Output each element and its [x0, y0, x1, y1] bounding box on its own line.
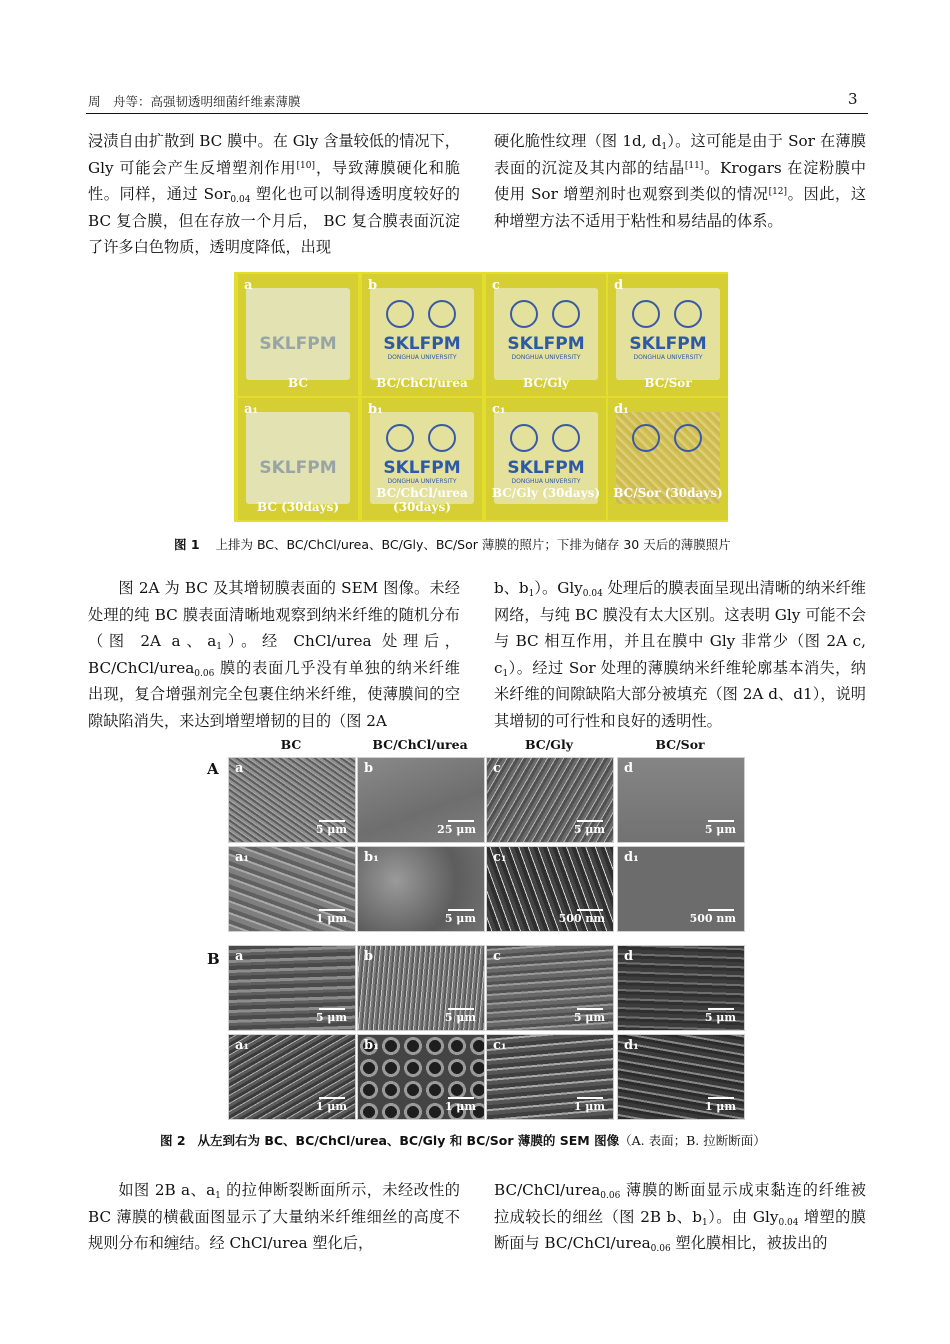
text-run: 塑化膜相比，被拔出的 [670, 1234, 828, 1253]
film-photo [486, 398, 606, 520]
scale-bar [319, 1097, 345, 1099]
sem-panel-label: b [364, 949, 374, 964]
university-emblem-icon [510, 300, 538, 328]
film-logo-subtext: DONGHUA UNIVERSITY [511, 478, 581, 485]
text-run: [11] [684, 160, 704, 171]
university-emblem-icon [428, 424, 456, 452]
text-run: BC/ChCl/urea [494, 1181, 601, 1199]
university-emblem-icon [386, 424, 414, 452]
sem-micrograph [617, 757, 745, 843]
university-emblem-icon [674, 300, 702, 328]
sem-column-title: BC [280, 737, 302, 752]
photo-label: b₁ [368, 402, 383, 417]
film-logo-text: SKLFPM [383, 334, 461, 354]
text-run: 硬化脆性纹理（图 1d, d [494, 132, 662, 150]
sem-column-title: BC/Gly [525, 737, 573, 752]
university-emblem-icon [428, 300, 456, 328]
university-emblem-icon [674, 424, 702, 452]
film-logo-subtext: DONGHUA UNIVERSITY [633, 354, 703, 361]
text-run: 处理后的膜表面呈现出清晰的纳米纤维网络，与纯 BC 膜没有太大区别。这表明 Gly 可能不会与 BC 相互作用，并且在膜中 Gly 非常少（图 2A c, c [494, 579, 866, 677]
bottom-left-paragraph [88, 1177, 460, 1257]
scale-bar-label: 1 μm [444, 1100, 476, 1113]
sem-micrograph [486, 1034, 614, 1120]
text-run: 1 [661, 142, 668, 152]
sem-panel-label: b₁ [364, 1038, 379, 1053]
sem-panel-label: a [235, 761, 244, 776]
photo-caption: BC [288, 376, 308, 390]
scale-bar [577, 1008, 603, 1010]
university-emblem-icon [510, 424, 538, 452]
scale-bar-label: 1 μm [315, 912, 347, 925]
university-emblem-icon [552, 300, 580, 328]
text-run: 塑化也可以制得透明度较好的 BC 复合膜，但在存放一个月后， BC 复合膜表面沉淀了许多白色物质，透明度降低，出现 [88, 185, 460, 257]
sem-micrograph [486, 757, 614, 843]
sem-micrograph [228, 945, 356, 1031]
text-run: 0.06 [600, 1191, 621, 1201]
photo-caption: BC/Gly (30days) [491, 486, 601, 500]
text-run: 0.06 [194, 668, 215, 679]
text-run: ，导致薄膜硬化和脆性。同样，通过 Sor [88, 158, 460, 204]
text-run: ）。经 ChCl/urea 处理后，BC/ChCl/urea [88, 632, 460, 677]
university-emblem-icon [386, 300, 414, 328]
sem-micrograph [486, 846, 614, 932]
sem-panel-label: a [235, 949, 244, 964]
text-run: 的拉伸断裂断面所示，未经改性的 BC 薄膜的横截面图显示了大量纳米纤维细丝的高度不规则分布和缠结。经 ChCl/urea 塑化后， [88, 1181, 460, 1253]
film-photo [238, 274, 358, 396]
sem-panel-label: a₁ [235, 1038, 250, 1053]
photo-label: a₁ [244, 402, 259, 417]
sem-micrograph [617, 945, 745, 1031]
university-emblem-icon [552, 424, 580, 452]
sem-micrograph [617, 846, 745, 932]
text-run: [12] [768, 187, 788, 198]
film-logo-text: SKLFPM [507, 458, 585, 478]
sem-column-title: BC/ChCl/urea [372, 737, 468, 752]
page-number: 3 [848, 90, 858, 108]
figure-1-caption-text: 上排为 BC、BC/ChCl/urea、BC/Gly、BC/Sor 薄膜的照片；下排为储存 30 天后的薄膜照片 [215, 537, 731, 552]
film-logo-subtext: DONGHUA UNIVERSITY [511, 354, 581, 361]
text-run: ）。这可能是由于 Sor 在薄膜表面的沉淀及其内部的结晶 [494, 132, 866, 177]
film-logo-subtext: DONGHUA UNIVERSITY [387, 354, 457, 361]
scale-bar-label: 5 μm [573, 823, 605, 836]
scale-bar-label: 1 μm [704, 1100, 736, 1113]
figure-1-number: 图 1 [174, 537, 200, 552]
sem-micrograph [617, 1034, 745, 1120]
photo-caption: BC/Sor [644, 376, 692, 390]
scale-bar [448, 1008, 474, 1010]
film-photo [486, 274, 606, 396]
photo-caption: BC/ChCl/urea (30days) [376, 486, 468, 514]
scale-bar [708, 1097, 734, 1099]
scale-bar [577, 820, 603, 822]
scale-bar-label: 5 μm [315, 1011, 347, 1024]
scale-bar [577, 909, 603, 911]
university-emblem-icon [632, 424, 660, 452]
figure-2-caption-note: （A. 表面；B. 拉断断面） [619, 1133, 766, 1148]
top-left-paragraph [88, 128, 460, 261]
sem-micrograph [486, 945, 614, 1031]
film-logo-text: SKLFPM [259, 458, 337, 478]
film-logo-text: SKLFPM [259, 334, 337, 354]
scale-bar [577, 1097, 603, 1099]
photo-label: d [614, 278, 624, 293]
sem-panel-label: b₁ [364, 850, 379, 865]
text-run: 1 [502, 668, 509, 679]
text-run: 0.04 [230, 195, 251, 206]
figure-2-caption-text: 从左到右为 BC、BC/ChCl/urea、BC/Gly 和 BC/Sor 薄膜的 SEM 图像 [197, 1133, 620, 1148]
film-logo-subtext: DONGHUA UNIVERSITY [387, 478, 457, 485]
scale-bar-label: 5 μm [315, 823, 347, 836]
film-photo [238, 398, 358, 520]
text-run: [10] [296, 160, 316, 171]
scale-bar [448, 820, 474, 822]
photo-caption: BC/Gly [522, 376, 570, 390]
text-run: b、b [494, 579, 529, 597]
scale-bar [708, 1008, 734, 1010]
text-run: 浸渍自由扩散到 BC 膜中。在 Gly 含量较低的情况下，Gly 可能会产生反增塑剂作用 [88, 132, 460, 177]
text-run: 0.04 [582, 589, 603, 599]
scale-bar [319, 1008, 345, 1010]
bottom-right-paragraph [494, 1177, 866, 1257]
sem-micrograph [357, 1034, 485, 1120]
sem-row-label: A [207, 760, 219, 778]
scale-bar-label: 5 μm [573, 1011, 605, 1024]
text-run: 1 [215, 1191, 221, 1201]
text-run: 如图 2B a、a [118, 1181, 216, 1199]
photo-label: c [492, 278, 500, 293]
photo-label: a [244, 278, 253, 293]
text-run: 。因此，这种增塑方法不适用于粘性和易结晶的体系。 [494, 185, 867, 230]
scale-bar [448, 909, 474, 911]
sem-panel-label: d₁ [624, 850, 639, 865]
text-run: 。Krogars 在淀粉膜中使用 Sor 增塑剂时也观察到类似的情况 [494, 158, 866, 204]
scale-bar-label: 5 μm [704, 823, 736, 836]
text-run: 1 [528, 589, 535, 599]
figure-1-photo-grid [234, 272, 728, 522]
header-rule [86, 113, 868, 114]
text-run: 膜的表面几乎没有单独的纳米纤维出现，复合增强剂完全包裹住纳米纤维，使薄膜间的空隙缺陷消失，来达到增塑增韧的目的（图 2A [88, 658, 460, 730]
text-run: 增塑的膜断面与 BC/ChCl/urea [494, 1207, 866, 1253]
sem-column-title: BC/Sor [655, 737, 705, 752]
middle-left-paragraph [88, 575, 460, 735]
film-logo-text: SKLFPM [507, 334, 585, 354]
photo-caption: BC/ChCl/urea [376, 376, 468, 390]
scale-bar [708, 909, 734, 911]
scale-bar-label: 500 nm [689, 912, 736, 925]
photo-label: c₁ [492, 402, 506, 417]
sem-micrograph [228, 1034, 356, 1120]
top-right-paragraph [494, 128, 866, 234]
photo-caption: BC/Sor (30days) [613, 486, 723, 500]
text-run: 0.04 [778, 1217, 799, 1228]
photo-label: b [368, 278, 378, 293]
film-logo-text: SKLFPM [629, 334, 707, 354]
text-run: 薄膜的断面显示成束黏连的纤维被拉成较长的细丝（图 2B b、b [494, 1181, 866, 1226]
sem-micrograph [357, 846, 485, 932]
text-run: ）。由 Gly [707, 1207, 779, 1226]
scale-bar [708, 820, 734, 822]
figure-2-number: 图 2 [160, 1133, 186, 1148]
text-run: 1 [701, 1217, 708, 1228]
scale-bar-label: 1 μm [315, 1100, 347, 1113]
figure-1-caption [174, 535, 814, 553]
sem-panel-label: c₁ [493, 850, 507, 865]
text-run: ）。Gly [534, 579, 583, 597]
running-title: 周 舟等：高强韧透明细菌纤维素薄膜 [88, 94, 301, 109]
middle-right-paragraph [494, 575, 866, 735]
scale-bar-label: 5 μm [444, 1011, 476, 1024]
sem-panel-label: d₁ [624, 1038, 639, 1053]
film-photo [362, 274, 482, 396]
photo-label: d₁ [614, 402, 629, 417]
film-photo [362, 398, 482, 520]
scale-bar [448, 1097, 474, 1099]
sem-panel-label: d [624, 949, 634, 964]
sem-panel-label: c [493, 761, 501, 776]
scale-bar-label: 5 μm [444, 912, 476, 925]
sem-micrograph [357, 945, 485, 1031]
university-emblem-icon [632, 300, 660, 328]
scale-bar-label: 5 μm [704, 1011, 736, 1024]
sem-panel-label: b [364, 761, 374, 776]
scale-bar [319, 820, 345, 822]
film-photo [608, 274, 728, 396]
sem-panel-label: a₁ [235, 850, 250, 865]
sem-row-label: B [207, 950, 220, 968]
sem-micrograph [228, 757, 356, 843]
film-photo [608, 398, 728, 520]
text-run: 1 [216, 642, 223, 653]
figure-2-caption [160, 1131, 820, 1149]
scale-bar-label: 1 μm [573, 1100, 605, 1113]
sem-micrograph [357, 757, 485, 843]
sem-micrograph [228, 846, 356, 932]
scale-bar-label: 25 μm [437, 823, 476, 836]
text-run: 0.06 [650, 1244, 671, 1255]
film-logo-text: SKLFPM [383, 458, 461, 478]
text-run: ）。经过 Sor 处理的薄膜纳米纤维轮廓基本消失，纳米纤维的间隙缺陷大部分被填充（图 2A d、d1），说明其增韧的可行性和良好的透明性。 [494, 658, 866, 730]
text-run: 图 2A 为 BC 及其增韧膜表面的 SEM 图像。未经处理的纯 BC 膜表面清晰地观察到纳米纤维的随机分布（图 2A a、a [88, 579, 460, 651]
scale-bar-label: 500 nm [558, 912, 605, 925]
photo-caption: BC (30days) [256, 500, 340, 514]
sem-panel-label: c₁ [493, 1038, 507, 1053]
sem-panel-label: c [493, 949, 501, 964]
sem-panel-label: d [624, 761, 634, 776]
scale-bar [319, 909, 345, 911]
